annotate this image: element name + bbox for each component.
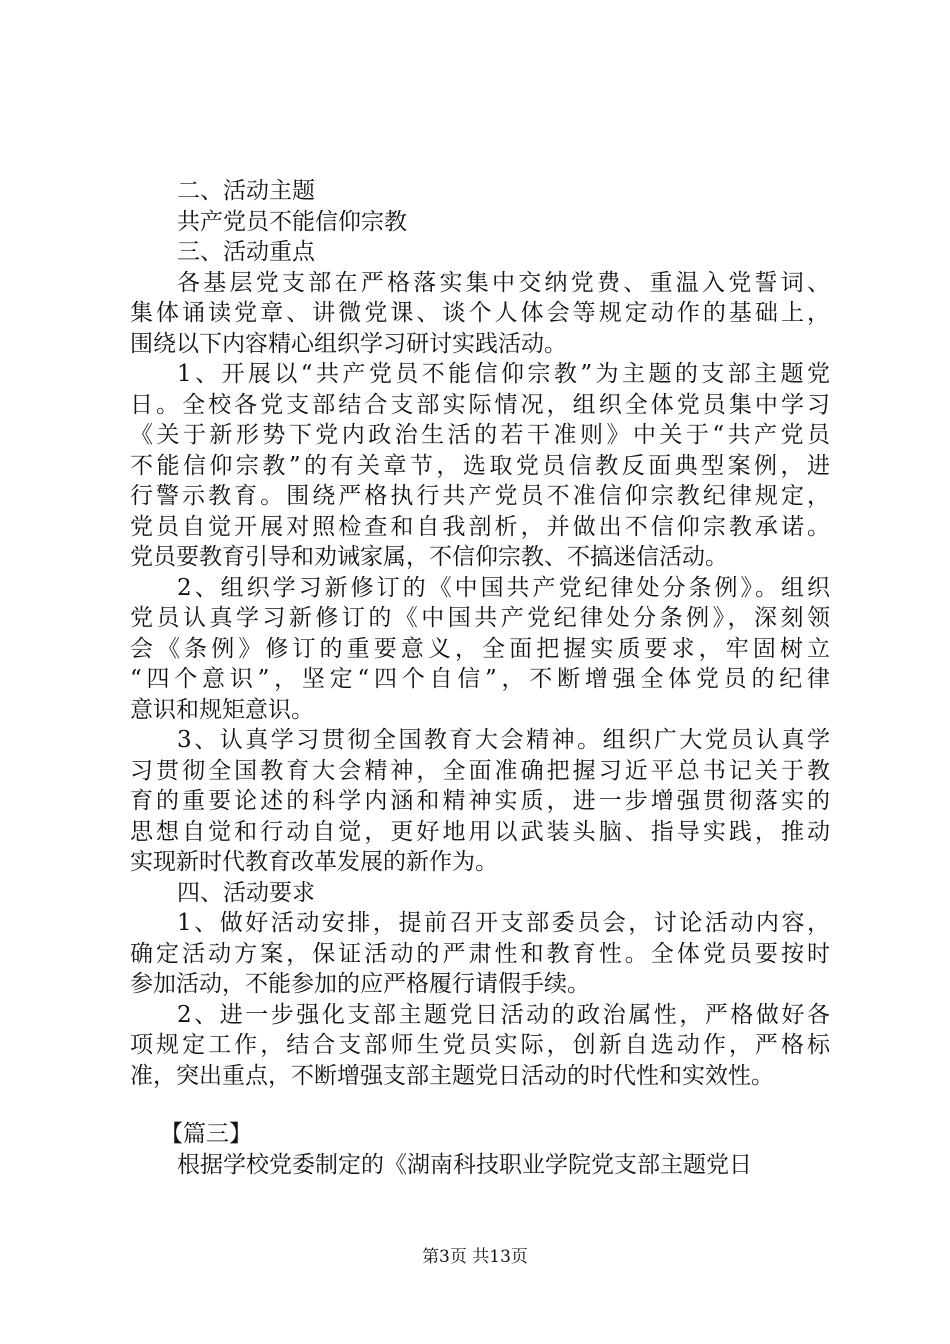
paragraph bbox=[130, 573, 830, 726]
text-line: 共产党员不能信仰宗教 bbox=[177, 208, 407, 235]
text-line: 四、活动要求 bbox=[177, 879, 315, 906]
text-line: 围绕以下内容精心组织学习研讨实践活动。 bbox=[130, 330, 567, 357]
text-line: 1、做好活动安排，提前召开支部委员会，讨论活动内容， bbox=[177, 910, 830, 936]
paragraph bbox=[130, 268, 830, 360]
paragraph bbox=[130, 1150, 830, 1181]
text-line: 3、认真学习贯彻全国教育大会精神。组织广大党员认真学 bbox=[177, 727, 830, 753]
paragraph bbox=[130, 237, 830, 268]
text-line: 党员认真学习新修订的《中国共产党纪律处分条例》，深刻领 bbox=[130, 605, 830, 631]
section-gap bbox=[130, 1091, 830, 1119]
text-line: 参加活动，不能参加的应严格履行请假手续。 bbox=[130, 971, 590, 997]
text-line: 《关于新形势下党内政治生活的若干准则》中关于“共产党员 bbox=[130, 422, 830, 448]
text-line: 实现新时代教育改革发展的新作为。 bbox=[130, 849, 498, 875]
text-line: 【篇三】 bbox=[160, 1121, 252, 1147]
text-line: 党员要教育引导和劝诫家属，不信仰宗教、不搞迷信活动。 bbox=[130, 544, 728, 570]
paragraph bbox=[130, 725, 830, 878]
paragraph bbox=[130, 207, 830, 238]
text-line: 会《条例》修订的重要意义，全面把握实质要求，牢固树立 bbox=[130, 635, 830, 662]
text-line: 准，突出重点，不断增强支部主题党日活动的时代性和实效性。 bbox=[130, 1062, 774, 1089]
text-line: 党员自觉开展对照检查和自我剖析，并做出不信仰宗教承诺。 bbox=[130, 513, 830, 540]
text-line: 二、活动主题 bbox=[177, 178, 315, 204]
text-line: 2、进一步强化支部主题党日活动的政治属性，严格做好各 bbox=[177, 1001, 830, 1028]
text-line: 1、开展以“共产党员不能信仰宗教”为主题的支部主题党 bbox=[177, 361, 830, 387]
paragraph bbox=[130, 878, 830, 909]
paragraph bbox=[130, 1000, 830, 1092]
text-line: 行警示教育。围绕严格执行共产党员不准信仰宗教纪律规定， bbox=[130, 483, 830, 509]
paragraph bbox=[130, 176, 830, 207]
page-footer: 第3页 共13页 bbox=[422, 1247, 528, 1267]
text-line: 意识和规矩意识。 bbox=[130, 696, 314, 723]
paragraph bbox=[130, 908, 830, 1000]
text-line: 集体诵读党章、讲微党课、谈个人体会等规定动作的基础上， bbox=[130, 300, 830, 326]
text-line: 思想自觉和行动自觉，更好地用以武装头脑、指导实践，推动 bbox=[130, 818, 830, 845]
paragraph bbox=[130, 359, 830, 573]
text-line: “四个意识”，坚定“四个自信”，不断增强全体党员的纪律 bbox=[130, 666, 830, 692]
paragraph bbox=[130, 1119, 830, 1150]
text-line: 2、组织学习新修订的《中国共产党纪律处分条例》。组织 bbox=[177, 574, 830, 601]
text-line: 日。全校各党支部结合支部实际情况，组织全体党员集中学习 bbox=[130, 391, 830, 418]
text-line: 确定活动方案，保证活动的严肃性和教育性。全体党员要按时 bbox=[130, 940, 830, 967]
document-body bbox=[130, 176, 830, 1180]
text-line: 三、活动重点 bbox=[177, 239, 315, 265]
text-line: 育的重要论述的科学内涵和精神实质，进一步增强贯彻落实的 bbox=[130, 788, 830, 814]
text-line: 各基层党支部在严格落实集中交纳党费、重温入党誓词、 bbox=[177, 269, 830, 296]
text-line: 根据学校党委制定的《湖南科技职业学院党支部主题党日 bbox=[177, 1151, 752, 1178]
text-line: 项规定工作，结合支部师生党员实际，创新自选动作，严格标 bbox=[130, 1032, 830, 1058]
text-line: 不能信仰宗教”的有关章节，选取党员信教反面典型案例，进 bbox=[130, 452, 830, 479]
text-line: 习贯彻全国教育大会精神，全面准确把握习近平总书记关于教 bbox=[130, 757, 830, 784]
